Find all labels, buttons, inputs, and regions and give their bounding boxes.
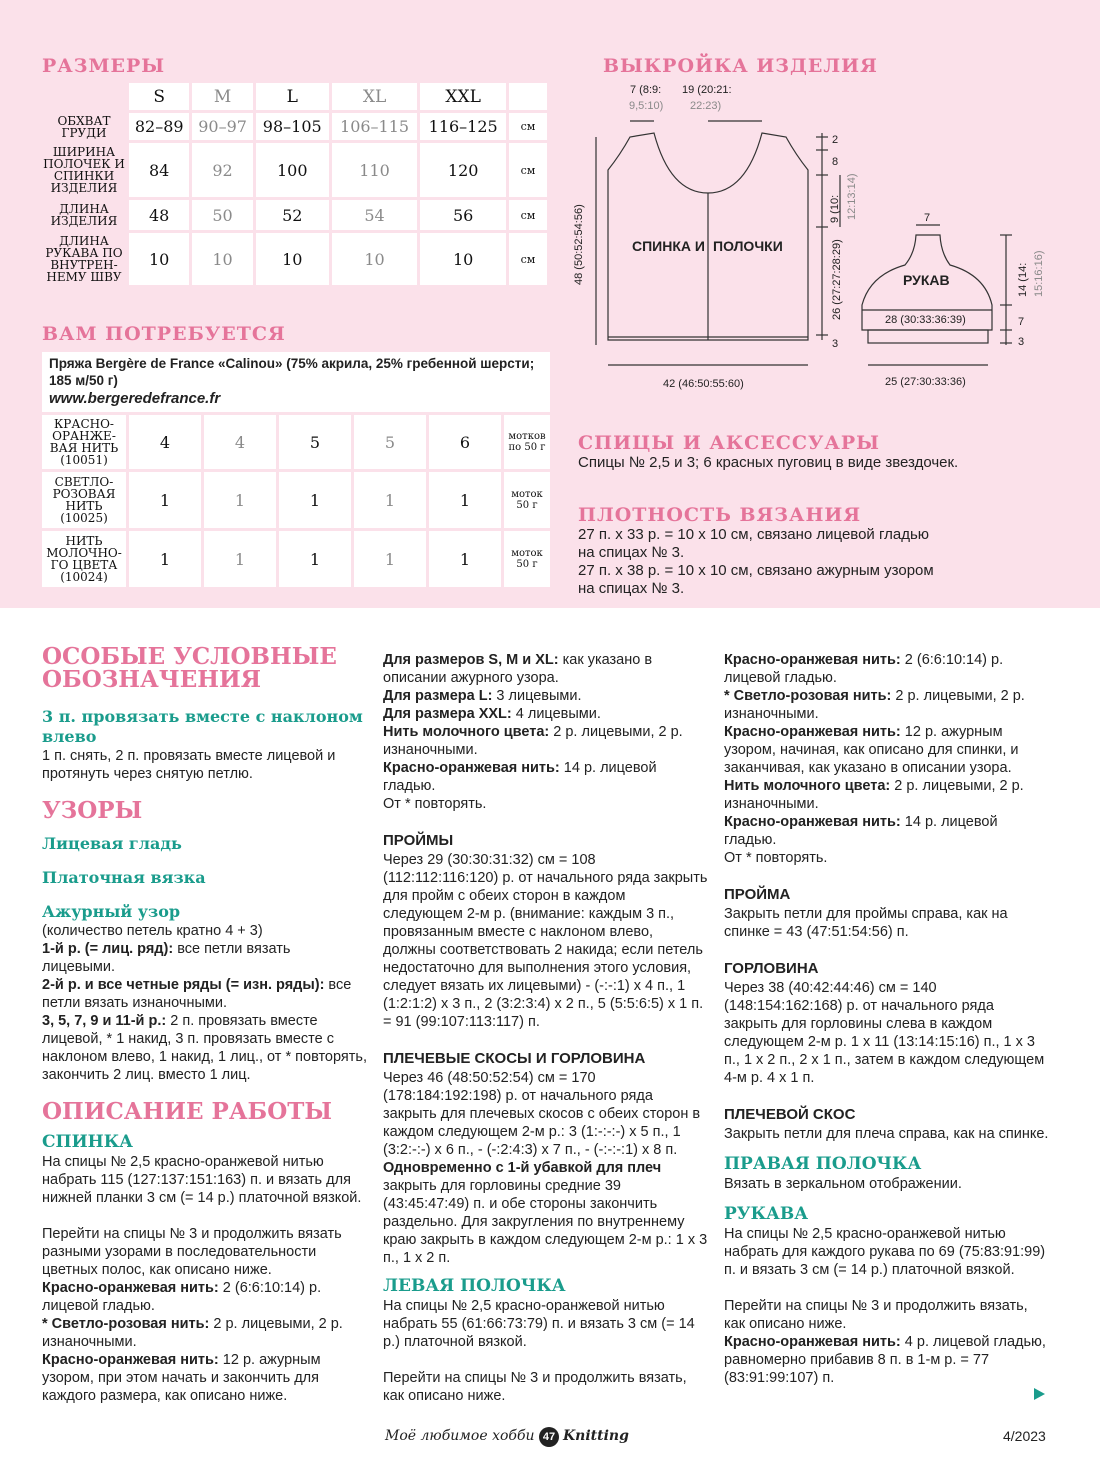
unit: см — [509, 113, 547, 140]
cell: 1 — [429, 531, 501, 587]
accessories-title: СПИЦЫ И АКСЕССУАРЫ — [578, 432, 881, 454]
cell: 10 — [256, 233, 329, 285]
cell: 1 — [279, 472, 351, 528]
svg-text:14 (14:: 14 (14: — [1017, 262, 1029, 297]
row-label: ДЛИНА РУКАВА ПО ВНУТРЕН-НЕМУ ШВУ — [42, 233, 126, 285]
cell: 1 — [129, 531, 201, 587]
svg-text:12:13:14): 12:13:14) — [846, 173, 858, 220]
svg-text:22:23): 22:23) — [690, 100, 722, 112]
svg-text:19 (20:21:: 19 (20:21: — [682, 84, 732, 96]
cell: 110 — [332, 143, 418, 197]
unit: моток 50 г — [504, 531, 550, 587]
yarn-table: КРАСНО-ОРАНЖЕ-ВАЯ НИТЬ (10051) 4 4 5 5 6 мотков по 50 г СВЕТЛО-РОЗОВАЯ НИТЬ (10025) 1 1 1 1 1 моток 50 г НИТЬ МОЛОЧНО-ГО ЦВЕТА (10024) 1 1 1 1 1 моток 50 г — [39, 412, 553, 590]
svg-text:15:16:16): 15:16:16) — [1033, 250, 1045, 297]
cell: 10 — [420, 233, 506, 285]
cell: 52 — [256, 200, 329, 230]
cell: 120 — [420, 143, 506, 197]
cell: 106–115 — [332, 113, 418, 140]
svg-text:7 (8:9:: 7 (8:9: — [630, 84, 662, 96]
row-label: ДЛИНА ИЗДЕЛИЯ — [42, 200, 126, 230]
cell: 50 — [192, 200, 252, 230]
front-label: ПОЛОЧКИ — [713, 238, 783, 254]
patterns-title: УЗОРЫ — [42, 797, 143, 824]
magazine-name: Моё любимое хобби — [385, 1428, 535, 1444]
cell: 98–105 — [256, 113, 329, 140]
cell: 6 — [429, 415, 501, 469]
yarn-text: Пряжа Bergère de France «Calinou» (75% акрила, 25% гребенной шерсти; 185 м/50 г) — [49, 356, 535, 388]
cell: 48 — [129, 200, 189, 230]
continue-arrow-icon — [1034, 1388, 1045, 1400]
cell: 10 — [129, 233, 189, 285]
cell: 100 — [256, 143, 329, 197]
page-number: 47 — [539, 1427, 559, 1447]
svg-text:48 (50:52:54:56): 48 (50:52:54:56) — [573, 204, 585, 285]
cell: 54 — [332, 200, 418, 230]
cell: 1 — [204, 472, 276, 528]
cell: 1 — [354, 472, 426, 528]
unit: см — [509, 143, 547, 197]
gauge-title: ПЛОТНОСТЬ ВЯЗАНИЯ — [578, 504, 862, 526]
unit: моток 50 г — [504, 472, 550, 528]
row-label: ОБХВАТ ГРУДИ — [42, 113, 126, 140]
body-label: СПИНКА И — [632, 238, 705, 254]
cell: 10 — [192, 233, 252, 285]
cell: 1 — [429, 472, 501, 528]
cell: 116–125 — [420, 113, 506, 140]
special-title: ОСОБЫЕ УСЛОВНЫЕ ОБОЗНАЧЕНИЯ — [42, 643, 337, 693]
cell: 84 — [129, 143, 189, 197]
sizes-title: РАЗМЕРЫ — [42, 55, 166, 77]
cell: 5 — [279, 415, 351, 469]
svg-text:3: 3 — [1018, 336, 1025, 348]
cell: 1 — [129, 472, 201, 528]
cell: 10 — [332, 233, 418, 285]
need-title: ВАМ ПОТРЕБУЕТСЯ — [42, 323, 286, 345]
svg-text:3: 3 — [832, 338, 839, 350]
cell: 4 — [129, 415, 201, 469]
unit: см — [509, 233, 547, 285]
column-2: Для размеров S, M и XL: как указано в описании ажурного узора. Для размера L: 3 лицевыми. Для размера XXL: 4 лицевыми. Нить молочного цвета: 2 р. лицевыми, 2 р. изнаночными. Красно-оранжевая нить: 14 р. лицевой гладью. От * повторять. ПРОЙМЫ Через 29 (30:30:31:32) см = 108 (112:112:116:120) р. от начального ряда закрыть для пройм с обеих сторон в каждом следующем 2-м р. (внимание: каждым 3 п., провязанным вместе с наклоном влево, должны соответствовать 2 накида; если петель недостаточно для выполнения этого условия, следует вязать их лицевыми) - (-:-:1) х 4 п., 1 (1:2:1:2) х 3 п., 2 (3:2:3:4) х 2 п., 5 (5:5:6:5) х 1 п. = 91 (99:107:113:117) п. ПЛЕЧЕВЫЕ СКОСЫ И ГОРЛОВИНА Через 46 (48:50:52:54) см = 170 (178:184:192:198) р. от начального ряда закрыть для плечевых скосов с обеих сторон в каждом следующем 2-м р.: 3 (1:-:-:-) х 5 п., 1 (3:2:-:-) х 6 п., - (-:2:4:3) х 7 п., - (-:-:-:1) х 8 п. Одновременно с 1-й убавкой для плеч закрыть для горловины средние 39 (43:45:47:49) п. и обе стороны закончить раздельно. Для закругления по внутреннему краю закрыть в каждом следующем 2-м р.: 1 х 3 п., 1 х 2 п. ЛЕВАЯ ПОЛОЧКА На спицы № 2,5 красно-оранжевой нитью набрать 55 (61:66:73:79) п. и вязать 3 см (= 14 р.) платочной вязкой. Перейти на спицы № 3 и продолжить вязать, как описано ниже. — [383, 652, 708, 1404]
svg-text:9 (10:: 9 (10: — [829, 194, 841, 223]
svg-text:7: 7 — [924, 212, 931, 224]
sizes-table — [39, 80, 550, 288]
accessories-text: Спицы № 2,5 и 3; 6 красных пуговиц в виде звездочек. — [578, 454, 959, 471]
size-header: S — [129, 83, 189, 110]
gauge-text: 27 п. х 33 р. = 10 х 10 см, связано лицевой гладью на спицах № 3. 27 п. х 38 р. = 10 х 10 см, связано ажурным узором на спицах № 3. — [578, 526, 934, 597]
column-3: Красно-оранжевая нить: 2 (6:6:10:14) р. лицевой гладью. * Светло-розовая нить: 2 р. лицевыми, 2 р. изнаночными. Красно-оранжевая нить: 12 р. ажурным узором, начиная, как описано для спинки, и заканчивая, как указано в описании узора. Нить молочного цвета: 2 р. лицевыми, 2 р. изнаночными. Красно-оранжевая нить: 14 р. лицевой гладью. От * повторять. ПРОЙМА Закрыть петли для проймы справа, как на спинке = 43 (47:51:54:56) п. ГОРЛОВИНА Через 38 (40:42:44:46) см = 140 (148:154:162:168) р. от начального ряда закрыть для горловины слева в каждом следующем 2-м р. 1 х 11 (13:14:15:16) п., 1 х 3 п., 1 х 2 п., 2 х 1 п., затем в каждом следующем 4-м р. 4 х 1 п. ПЛЕЧЕВОЙ СКОС Закрыть петли для плеча справа, как на спинке. ПРАВАЯ ПОЛОЧКА Вязать в зеркальном отображении. РУКАВА На спицы № 2,5 красно-оранжевой нитью набрать для каждого рукава по 69 (75:83:91:99) п. и вязать 3 см (= 14 р.) платочной вязкой. Перейти на спицы № 3 и продолжить вязать, как описано ниже. Красно-оранжевая нить: 4 р. лицевой гладью, равномерно прибавив 8 п. в 1-м р. = 77 (83:91:99:107) п. — [724, 652, 1049, 1386]
svg-text:9,5:10): 9,5:10) — [629, 100, 664, 112]
pattern-diagram — [560, 75, 1100, 405]
svg-text:26 (27:27:28:29): 26 (27:27:28:29) — [831, 239, 843, 320]
size-header: XXL — [420, 83, 506, 110]
cell: 92 — [192, 143, 252, 197]
cell: 4 — [204, 415, 276, 469]
cell: 90–97 — [192, 113, 252, 140]
cell: 5 — [354, 415, 426, 469]
svg-text:28 (30:33:36:39): 28 (30:33:36:39) — [885, 314, 966, 326]
size-header: XL — [332, 83, 418, 110]
sleeve-cuff — [868, 330, 988, 343]
cell: 1 — [354, 531, 426, 587]
section-name: Knitting — [563, 1428, 629, 1444]
row-label: ШИРИНА ПОЛОЧЕК И СПИНКИ ИЗДЕЛИЯ — [43, 145, 125, 195]
cell: 56 — [420, 200, 506, 230]
size-header: M — [192, 83, 252, 110]
cell: 1 — [279, 531, 351, 587]
yarn-url: www.bergeredefrance.fr — [49, 390, 221, 407]
svg-text:42 (46:50:55:60): 42 (46:50:55:60) — [663, 378, 744, 390]
unit: см — [509, 200, 547, 230]
cell: 1 — [204, 531, 276, 587]
svg-text:7: 7 — [1018, 316, 1025, 328]
issue-number: 4/2023 — [1003, 1428, 1046, 1444]
size-header: L — [256, 83, 329, 110]
sleeve-label: РУКАВ — [903, 272, 950, 288]
svg-text:25 (27:30:33:36): 25 (27:30:33:36) — [885, 376, 966, 388]
description-title: ОПИСАНИЕ РАБОТЫ — [42, 1098, 332, 1125]
svg-text:8: 8 — [832, 156, 839, 168]
svg-text:2: 2 — [832, 134, 839, 146]
unit: мотков по 50 г — [504, 415, 550, 469]
pattern-title: ВЫКРОЙКА ИЗДЕЛИЯ — [603, 55, 878, 77]
cell: 82–89 — [129, 113, 189, 140]
column-1: ОСОБЫЕ УСЛОВНЫЕ ОБОЗНАЧЕНИЯ 3 п. провязать вместе с наклоном влево 1 п. снять, 2 п. провязать вместе лицевой и протянуть через снятую петлю. УЗОРЫ Лицевая гладь Платочная вязка Ажурный узор (количество петель кратно 4 + 3) 1-й р. (= лиц. ряд): все петли вязать лицевыми. 2-й р. и все четные ряды (= изн. ряды): все петли вязать изнаночными. 3, 5, 7, 9 и 11-й р.: 2 п. провязать вместе лицевой, * 1 накид, 3 п. провязать вместе с наклоном влево, 1 накид, 1 лиц., от * повторять, закончить 2 лиц. вместо 1 лиц. ОПИСАНИЕ РАБОТЫ СПИНКА На спицы № 2,5 красно-оранжевой нитью набрать 115 (127:137:151:163) п. и вязать для нижней планки 3 см (= 14 р.) платочной вязкой. Перейти на спицы № 3 и продолжить вязать разными узорами в последовательности цветных полос, как описано ниже. Красно-оранжевая нить: 2 (6:6:10:14) р. лицевой гладью. * Светло-розовая нить: 2 р. лицевыми, 2 р. изнаночными. Красно-оранжевая нить: 12 р. ажурным узором, при этом начать и закончить для каждого размера, как описано ниже. — [42, 643, 367, 1404]
